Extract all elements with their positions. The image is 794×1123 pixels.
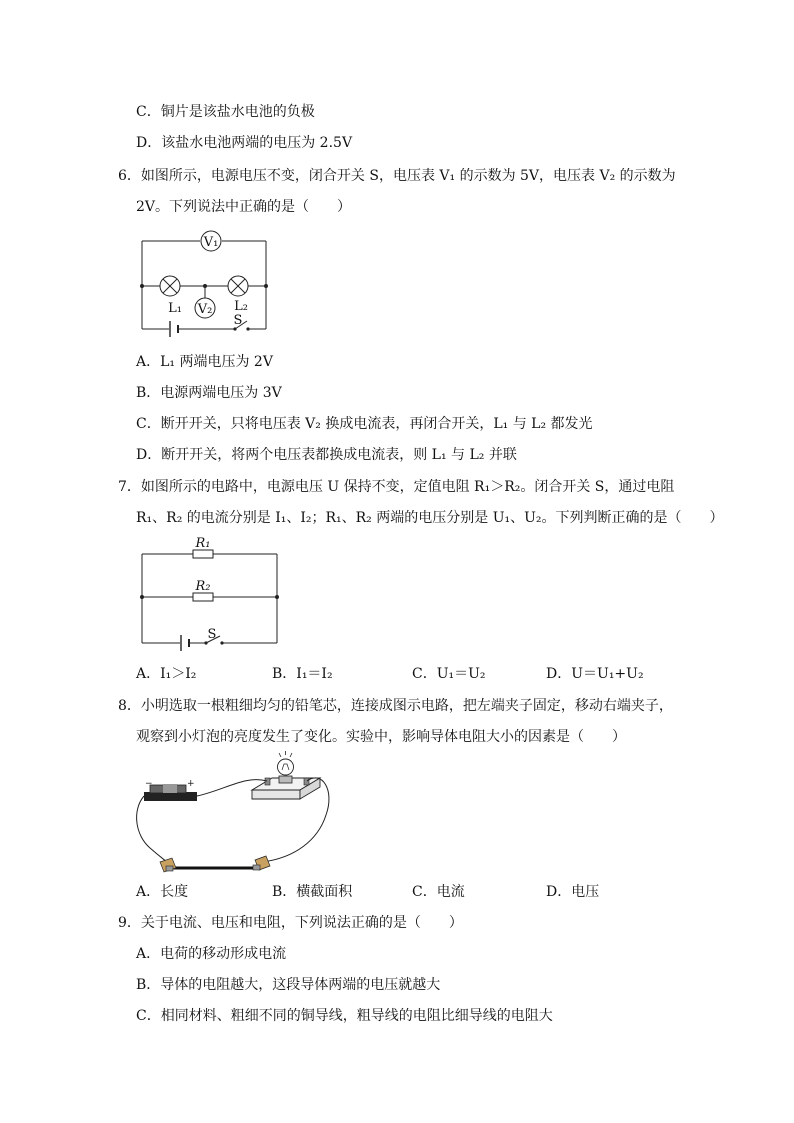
l2-label: L₂ (234, 299, 248, 314)
q9-option-b: B．导体的电阻越大，这段导体两端的电压就越大 (136, 977, 441, 993)
r1-label: R₁ (195, 536, 211, 551)
right-clip-icon (253, 856, 270, 870)
q6-option-a: A．L₁ 两端电压为 2V (136, 354, 273, 370)
q8-option-c: C．电流 (412, 884, 465, 900)
q8-stem-line1: 8．小明选取一根粗细均匀的铅笔芯，连接成图示电路，把左端夹子固定，移动右端夹子， (118, 698, 673, 714)
left-clip-icon (160, 858, 176, 872)
q7-option-c: C．U₁＝U₂ (412, 666, 486, 682)
q6-option-c: C．断开开关，只将电压表 V₂ 换成电流表，再闭合开关，L₁ 与 L₂ 都发光 (136, 416, 593, 432)
q6-option-b: B．电源两端电压为 3V (136, 385, 282, 401)
q6-stem-line2: 2V。下列说法中正确的是（ ） (136, 199, 352, 215)
light-bulb-icon (278, 751, 294, 783)
s-label: S (233, 313, 243, 328)
q7-option-b: B．I₁＝I₂ (272, 666, 333, 682)
minus-label: − (145, 779, 153, 789)
q7-option-d: D．U＝U₁+U₂ (546, 666, 644, 682)
q9-stem: 9．关于电流、电压和电阻，下列说法正确的是（ ） (118, 915, 463, 931)
q8-stem-line2: 观察到小灯泡的亮度发生了变化。实验中，影响导体电阻大小的因素是（ ） (136, 729, 626, 745)
q7-stem-line1: 7．如图所示的电路中，电源电压 U 保持不变，定值电阻 R₁＞R₂。闭合开关 S，通过电阻 (118, 479, 675, 495)
q8-option-a: A．长度 (136, 884, 189, 900)
q7-stem-line2: R₁、R₂ 的电流分别是 I₁、I₂；R₁、R₂ 两端的电压分别是 U₁、U₂。下列判断正确的是（ ） (136, 510, 724, 526)
q5-option-d: D．该盐水电池两端的电压为 2.5V (136, 135, 353, 151)
q9-option-c: C．相同材料、粗细不同的铜导线，粗导线的电阻比细导线的电阻大 (136, 1008, 553, 1024)
plus-label: + (187, 779, 195, 789)
q5-option-c: C．铜片是该盐水电池的负极 (136, 104, 315, 120)
q6-stem-line1: 6．如图所示，电源电压不变，闭合开关 S，电压表 V₁ 的示数为 5V，电压表 V₂ 的示数为 (118, 168, 676, 184)
q7-option-a: A．I₁＞I₂ (136, 666, 197, 682)
v1-label: V₁ (203, 235, 219, 250)
q8-option-d: D．电压 (546, 884, 600, 900)
q6-option-d: D．断开开关，将两个电压表都换成电流表，则 L₁ 与 L₂ 并联 (136, 447, 517, 463)
v2-label: V₂ (197, 302, 213, 317)
l1-label: L₁ (168, 301, 182, 316)
s-label: S (207, 627, 217, 642)
r2-label: R₂ (195, 579, 211, 594)
q8-option-b: B．横截面积 (272, 884, 353, 900)
q9-option-a: A．电荷的移动形成电流 (136, 946, 287, 962)
